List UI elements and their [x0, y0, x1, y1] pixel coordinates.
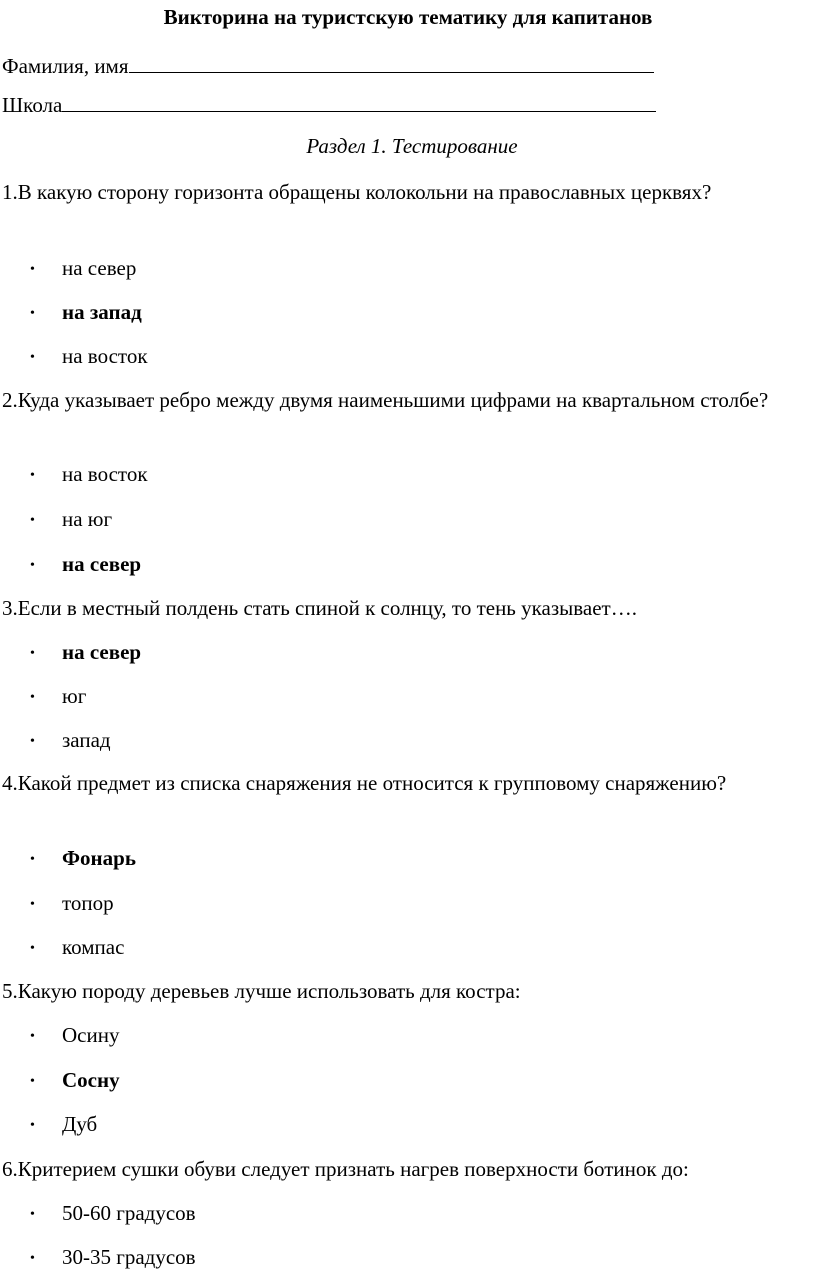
answer-text: Сосну — [62, 1068, 120, 1092]
answer-6-2 — [30, 1243, 196, 1273]
bullet-icon: • — [30, 1207, 35, 1222]
answer-text: на север — [62, 256, 137, 280]
answer-4-1 — [30, 844, 136, 874]
bullet-icon: • — [30, 897, 35, 912]
name-field — [2, 52, 654, 79]
question-5: 5.Какую породу деревьев лучше использовать для костра: — [2, 979, 521, 1003]
bullet-icon: • — [30, 734, 35, 749]
answer-text: юг — [62, 684, 87, 708]
answer-3-1 — [30, 638, 141, 668]
question-1: 1.В какую сторону горизонта обращены колокольни на православных церквях? — [2, 180, 712, 204]
answer-text: Фонарь — [62, 846, 136, 870]
answer-6-1 — [30, 1199, 196, 1229]
bullet-icon: • — [30, 558, 35, 573]
section-heading: Раздел 1. Тестирование — [306, 134, 518, 158]
school-field-underline — [62, 91, 656, 112]
question-4: 4.Какой предмет из списка снаряжения не относится к групповому снаряжению? — [2, 771, 727, 795]
document-title: Викторина на туристскую тематику для капитанов — [163, 5, 653, 29]
answer-4-2 — [30, 889, 114, 919]
bullet-icon: • — [30, 306, 35, 321]
answer-5-1 — [30, 1021, 119, 1051]
question-2: 2.Куда указывает ребро между двумя наименьшими цифрами на квартальном столбе? — [2, 388, 769, 412]
name-field-label: Фамилия, имя — [2, 54, 129, 78]
bullet-icon: • — [30, 1029, 35, 1044]
answer-1-2 — [30, 298, 142, 328]
bullet-icon: • — [30, 262, 35, 277]
school-field — [2, 91, 656, 118]
answer-5-3 — [30, 1110, 97, 1140]
answer-text: на север — [62, 552, 142, 576]
bullet-icon: • — [30, 852, 35, 867]
answer-text: на юг — [62, 507, 113, 531]
answer-text: на север — [62, 640, 142, 664]
bullet-icon: • — [30, 350, 35, 365]
answer-text: запад — [62, 728, 111, 752]
answer-2-3 — [30, 550, 141, 580]
answer-3-3 — [30, 726, 111, 756]
answer-text: топор — [62, 891, 114, 915]
answer-text: компас — [62, 935, 125, 959]
bullet-icon: • — [30, 941, 35, 956]
answer-text: Осину — [62, 1023, 120, 1047]
answer-5-2 — [30, 1066, 120, 1096]
question-6: 6.Критерием сушки обуви следует признать нагрев поверхности ботинок до: — [2, 1157, 689, 1181]
answer-2-2 — [30, 505, 112, 535]
answer-text: 30-35 градусов — [62, 1245, 196, 1269]
answer-text: 50-60 градусов — [62, 1201, 196, 1225]
bullet-icon: • — [30, 513, 35, 528]
answer-text: на восток — [62, 344, 148, 368]
bullet-icon: • — [30, 1251, 35, 1266]
bullet-icon: • — [30, 1118, 35, 1133]
answer-2-1 — [30, 460, 148, 490]
answer-1-1 — [30, 254, 136, 284]
bullet-icon: • — [30, 1074, 35, 1089]
bullet-icon: • — [30, 646, 35, 661]
bullet-icon: • — [30, 468, 35, 483]
name-field-underline — [129, 52, 654, 73]
answer-text: на восток — [62, 462, 148, 486]
question-3: 3.Если в местный полдень стать спиной к солнцу, то тень указывает…. — [2, 596, 637, 620]
bullet-icon: • — [30, 690, 35, 705]
answer-1-3 — [30, 342, 148, 372]
answer-3-2 — [30, 682, 86, 712]
school-field-label: Школа — [2, 93, 63, 117]
answer-text: на запад — [62, 300, 142, 324]
answer-4-3 — [30, 933, 124, 963]
answer-text: Дуб — [62, 1112, 98, 1136]
